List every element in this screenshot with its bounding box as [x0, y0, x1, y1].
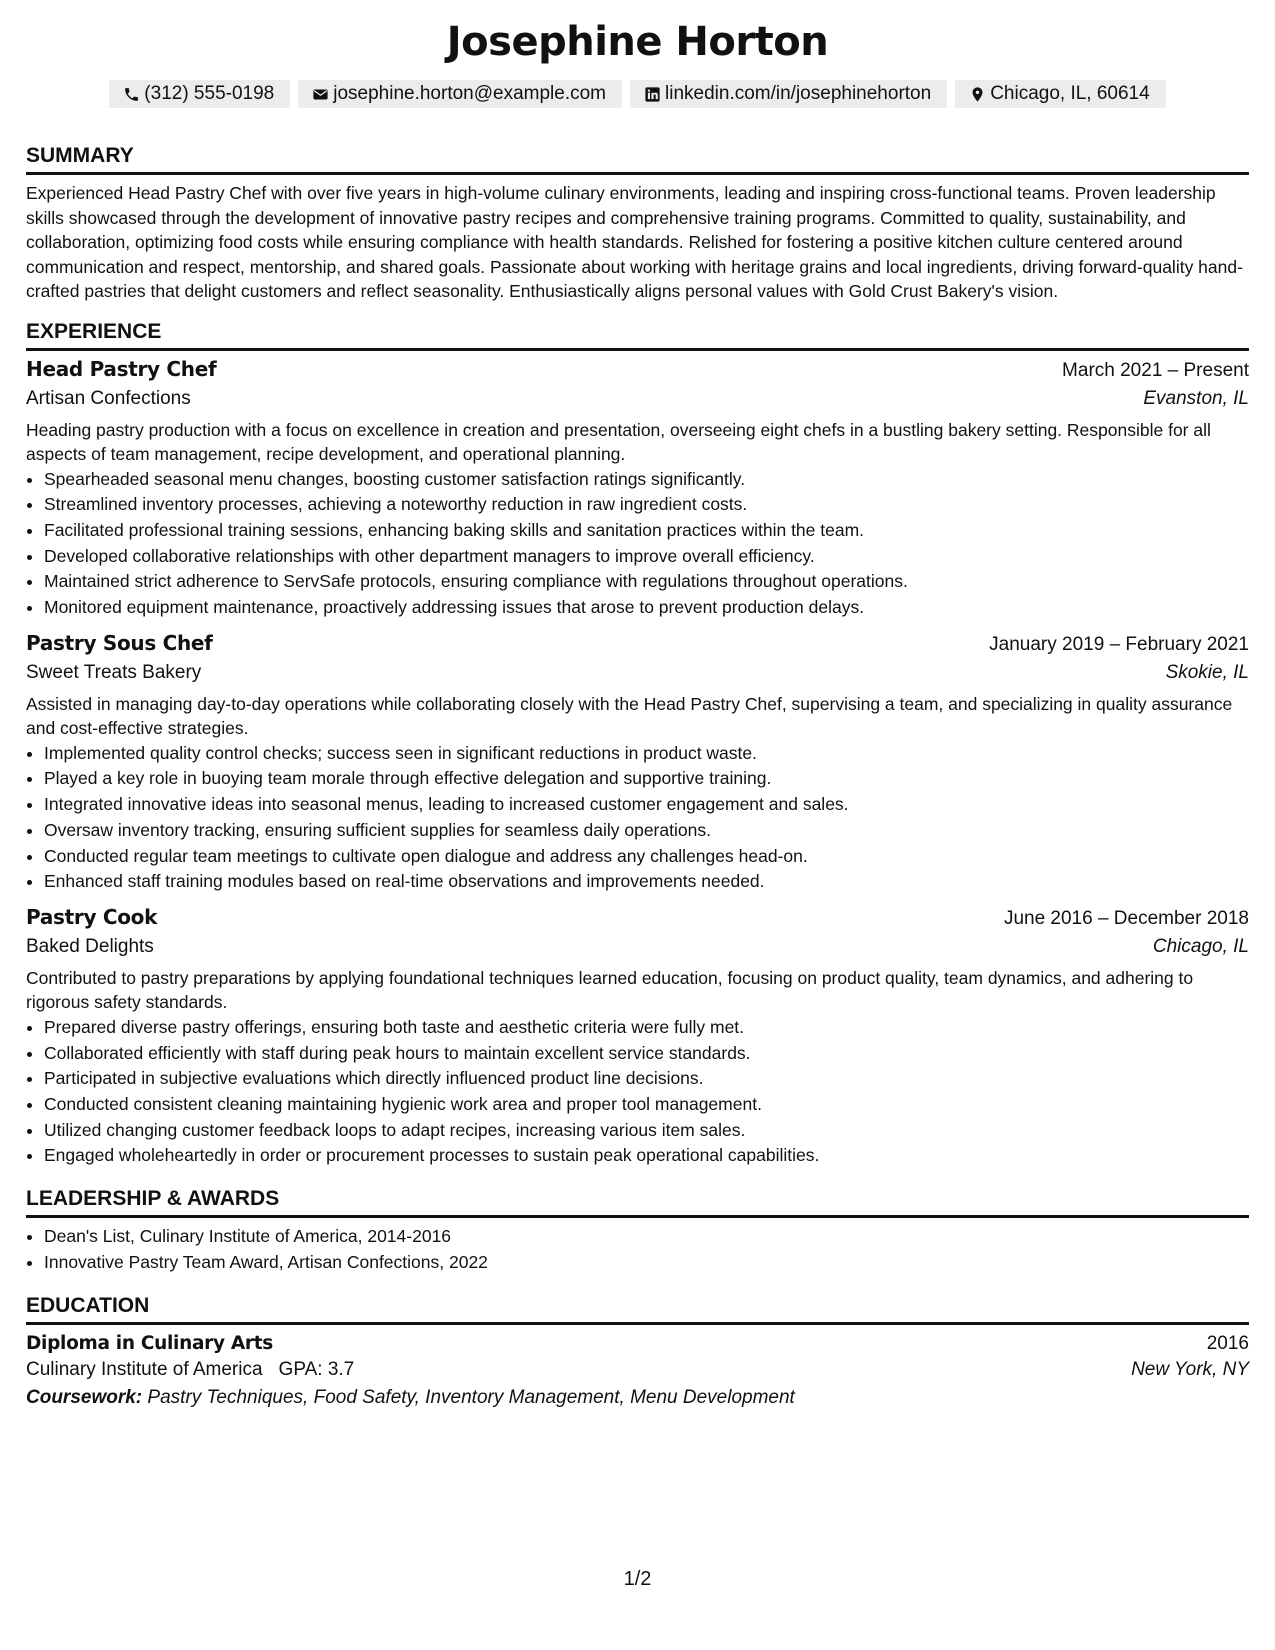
job-description: Contributed to pastry preparations by applying foundational techniques learned education, focusing on product quality, team dynamics, and adhering to rigorous safety standards.	[26, 967, 1194, 1012]
section-title-education: EDUCATION	[26, 1294, 1249, 1325]
job-company: Baked Delights	[26, 935, 154, 957]
envelope-icon	[312, 86, 329, 103]
list-item: • Collaborated efficiently with staff during peak hours to maintain excellent service standards.	[44, 1041, 1249, 1067]
job-entry	[26, 631, 1249, 895]
page-number: 1/2	[623, 1568, 652, 1590]
job-entry	[26, 905, 1249, 1169]
job-entry	[26, 357, 1249, 621]
job-bullets	[26, 467, 1249, 621]
map-pin-icon	[969, 86, 986, 103]
contact-email[interactable]	[298, 80, 622, 108]
list-item: • Engaged wholeheartedly in order or procurement processes to sustain peak operational capabilities.	[44, 1143, 1249, 1169]
education-gpa: GPA: 3.7	[278, 1358, 355, 1380]
education-year: 2016	[1206, 1332, 1249, 1354]
contact-linkedin-text: linkedin.com/in/josephinehorton	[665, 83, 932, 104]
list-item: • Prepared diverse pastry offerings, ensuring both taste and aesthetic criteria were fully met.	[44, 1015, 1249, 1041]
job-location: Skokie, IL	[1165, 661, 1249, 683]
job-location: Chicago, IL	[1152, 935, 1249, 957]
job-title: Pastry Sous Chef	[26, 630, 213, 655]
job-description: Heading pastry production with a focus on excellence in creation and presentation, overseeing eight chefs in a bustling bakery setting. Responsible for all aspects of team management, recipe development, and operational planning.	[26, 419, 1211, 464]
list-item: • Utilized changing customer feedback loops to adapt recipes, increasing various item sales.	[44, 1118, 1249, 1144]
coursework-label: Coursework:	[26, 1386, 143, 1408]
list-item: • Facilitated professional training sessions, enhancing baking skills and sanitation practices within the team.	[44, 518, 1249, 544]
phone-icon	[123, 86, 140, 103]
coursework-text: Pastry Techniques, Food Safety, Inventory Management, Menu Development	[147, 1386, 795, 1408]
contact-bar	[26, 80, 1249, 108]
list-item: • Spearheaded seasonal menu changes, boosting customer satisfaction ratings significantly.	[44, 467, 1249, 493]
candidate-name: Josephine Horton	[446, 19, 829, 65]
job-dates: March 2021 – Present	[1062, 359, 1249, 381]
list-item: • Dean's List, Culinary Institute of America, 2014-2016	[44, 1224, 1249, 1250]
education-section	[26, 1294, 1249, 1409]
list-item: • Implemented quality control checks; success seen in significant reductions in product waste.	[44, 741, 1249, 767]
job-location: Evanston, IL	[1143, 387, 1249, 409]
list-item: • Streamlined inventory processes, achieving a noteworthy reduction in raw ingredient costs.	[44, 492, 1249, 518]
education-location: New York, NY	[1131, 1358, 1249, 1380]
list-item: • Monitored equipment maintenance, proactively addressing issues that arose to prevent production delays.	[44, 595, 1249, 621]
education-school: Culinary Institute of America	[26, 1358, 263, 1380]
job-title: Head Pastry Chef	[26, 356, 217, 381]
contact-email-text: josephine.horton@example.com	[333, 83, 607, 104]
section-title-experience: EXPERIENCE	[26, 320, 1249, 351]
job-title: Pastry Cook	[26, 904, 158, 929]
contact-location-text: Chicago, IL, 60614	[990, 83, 1150, 104]
section-title-leadership: LEADERSHIP & AWARDS	[26, 1187, 1249, 1218]
awards-list	[26, 1224, 1249, 1275]
contact-phone[interactable]	[109, 80, 290, 108]
list-item: • Played a key role in buoying team morale through effective delegation and supportive training.	[44, 766, 1249, 792]
leadership-section	[26, 1187, 1249, 1275]
job-dates: June 2016 – December 2018	[1003, 907, 1249, 929]
list-item: • Participated in subjective evaluations which directly influenced product line decisions.	[44, 1066, 1249, 1092]
contact-linkedin[interactable]	[630, 80, 947, 108]
job-bullets	[26, 741, 1249, 895]
education-coursework	[26, 1387, 1249, 1409]
experience-section	[26, 320, 1249, 1170]
list-item: • Conducted regular team meetings to cultivate open dialogue and address any challenges head-on.	[44, 844, 1249, 870]
contact-location[interactable]	[955, 80, 1166, 108]
summary-text: Experienced Head Pastry Chef with over five years in high-volume culinary environments, leading and inspiring cross-functional teams. Proven leadership skills showcased through the development of innovative pastry recipes and comprehensive training programs. Committed to quality, sustainability, and collaboration, optimizing food costs while ensuring compliance with health standards. Relished for fostering a positive kitchen culture centered around communication and respect, mentorship, and shared goals. Passionate about working with heritage grains and local ingredients, driving forward-quality hand-crafted pastries that delight customers and reflect seasonality. Enthusiastically aligns personal values with Gold Crust Bakery's vision.	[26, 183, 1243, 301]
summary-section	[26, 144, 1249, 304]
job-dates: January 2019 – February 2021	[989, 633, 1249, 655]
job-company: Sweet Treats Bakery	[26, 661, 202, 683]
job-bullets	[26, 1015, 1249, 1169]
list-item: • Innovative Pastry Team Award, Artisan Confections, 2022	[44, 1250, 1249, 1276]
list-item: • Oversaw inventory tracking, ensuring sufficient supplies for seamless daily operations.	[44, 818, 1249, 844]
list-item: • Integrated innovative ideas into seasonal menus, leading to increased customer engagement and sales.	[44, 792, 1249, 818]
resume-page	[26, 18, 1249, 1409]
job-company: Artisan Confections	[26, 387, 191, 409]
list-item: • Maintained strict adherence to ServSafe protocols, ensuring compliance with regulations throughout operations.	[44, 569, 1249, 595]
list-item: • Enhanced staff training modules based on real-time observations and improvements needed.	[44, 869, 1249, 895]
list-item: • Conducted consistent cleaning maintaining hygienic work area and proper tool management.	[44, 1092, 1249, 1118]
linkedin-icon	[644, 86, 661, 103]
education-entry	[26, 1333, 1249, 1409]
job-description: Assisted in managing day-to-day operations while collaborating closely with the Head Pastry Chef, supervising a team, and specializing in quality assurance and cost-effective strategies.	[26, 693, 1233, 738]
education-degree: Diploma in Culinary Arts	[26, 1332, 273, 1354]
contact-phone-text: (312) 555-0198	[144, 83, 275, 104]
section-title-summary: SUMMARY	[26, 144, 1249, 175]
list-item: • Developed collaborative relationships with other department managers to improve overall efficiency.	[44, 544, 1249, 570]
